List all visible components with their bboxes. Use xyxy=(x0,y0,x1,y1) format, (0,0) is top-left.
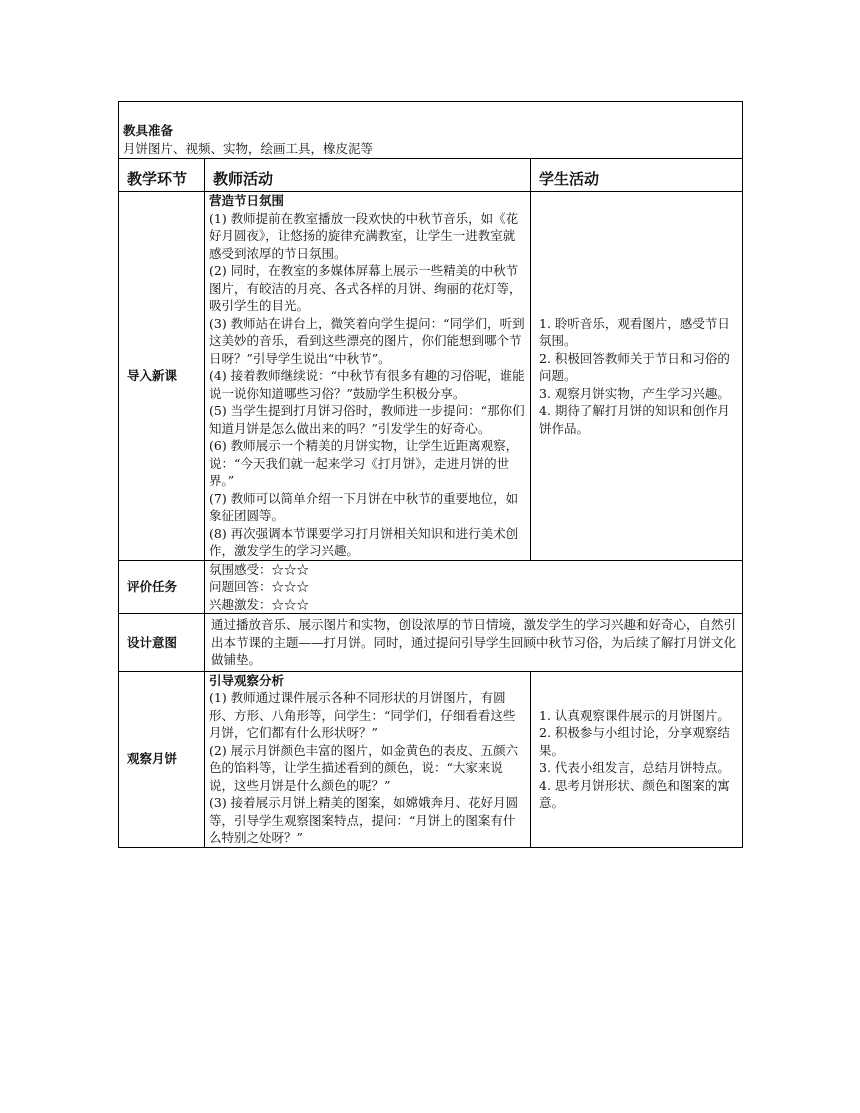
design-row xyxy=(119,614,743,672)
intro-stage: 导入新课 xyxy=(119,192,205,561)
intro-teacher-cell xyxy=(205,192,531,561)
header-stage: 教学环节 xyxy=(119,159,205,192)
header-row xyxy=(119,159,743,192)
header-teacher: 教师活动 xyxy=(205,159,531,192)
design-stage: 设计意图 xyxy=(119,614,205,672)
lesson-plan-table xyxy=(118,101,743,848)
intro-student-item: 4. 期待了解打月饼的知识和创作月饼作品。 xyxy=(539,403,730,436)
evaluation-stage: 评价任务 xyxy=(119,560,205,614)
design-content: 通过播放音乐、展示图片和实物，创设浓厚的节日情境，激发学生的学习兴趣和好奇心，自然引出本节课的主题——打月饼。同时，通过提问引导学生回顾中秋节习俗，为后续了解打月饼文化做铺垫。 xyxy=(205,614,743,672)
observe-stage: 观察月饼 xyxy=(119,671,205,847)
intro-teacher-step: (7) 教师可以简单介绍一下月饼在中秋节的重要地位，如象征团圆等。 xyxy=(209,490,519,523)
intro-row xyxy=(119,192,743,561)
observe-student-cell xyxy=(531,671,743,847)
prep-title: 教具准备 xyxy=(123,123,174,138)
observe-section-title: 引导观察分析 xyxy=(209,672,285,688)
intro-teacher-step: (5) 当学生提到打月饼习俗时，教师进一步提问：“那你们知道月饼是怎么做出来的吗？”引发学生的好奇心。 xyxy=(209,403,525,436)
intro-teacher-step: (6) 教师展示一个精美的月饼实物，让学生近距离观察，说：“今天我们就一起来学习《打月饼》，走进月饼的世界。” xyxy=(209,438,519,488)
observe-teacher-step: (1) 教师通过课件展示各种不同形状的月饼图片，有圆形、方形、八角形等，问学生：“同学们，仔细看看这些月饼，它们都有什么形状呀？” xyxy=(209,690,516,740)
observe-student-item: 1. 认真观察课件展示的月饼图片。 xyxy=(539,707,730,723)
intro-teacher-step: (3) 教师站在讲台上，微笑着向学生提问：“同学们，听到这美妙的音乐，看到这些漂亮的图片，你们能想到哪个节日呀？”引导学生说出“中秋节”。 xyxy=(209,315,525,366)
observe-student-item: 2. 积极参与小组讨论，分享观察结果。 xyxy=(539,725,730,758)
observe-student-item: 4. 思考月饼形状、颜色和图案的寓意。 xyxy=(539,777,730,810)
intro-teacher-step: (8) 再次强调本节课要学习打月饼相关知识和进行美术创作，激发学生的学习兴趣。 xyxy=(209,525,519,558)
evaluation-item: 问题回答：☆☆☆ xyxy=(209,579,310,594)
observe-teacher-step: (2) 展示月饼颜色丰富的图片，如金黄色的表皮、五颜六色的馅料等，让学生描述看到的颜色，说：“大家来说说，这些月饼是什么颜色的呢？” xyxy=(209,742,519,793)
header-student: 学生活动 xyxy=(531,159,743,192)
prep-cell xyxy=(119,102,743,159)
lesson-plan-page xyxy=(118,101,742,848)
intro-student-item: 1. 聆听音乐，观看图片，感受节日氛围。 xyxy=(539,315,730,348)
observe-student-item: 3. 代表小组发言，总结月饼特点。 xyxy=(539,760,730,775)
intro-student-item: 3. 观察月饼实物，产生学习兴趣。 xyxy=(539,385,730,401)
observe-teacher-step: (3) 接着展示月饼上精美的图案，如嫦娥奔月、花好月圆等，引导学生观察图案特点，提问：“月饼上的图案有什么特别之处呀？” xyxy=(209,795,519,845)
prep-row xyxy=(119,102,743,159)
evaluation-cell xyxy=(205,560,743,614)
intro-section-title: 营造节日氛围 xyxy=(209,193,285,208)
intro-teacher-step: (2) 同时，在教室的多媒体屏幕上展示一些精美的中秋节图片，有皎洁的月亮、各式各样的月饼、绚丽的花灯等，吸引学生的目光。 xyxy=(209,263,522,313)
prep-content: 月饼图片、视频、实物，绘画工具，橡皮泥等 xyxy=(123,140,374,156)
intro-teacher-step: (1) 教师提前在教室播放一段欢快的中秋节音乐，如《花好月圆夜》，让悠扬的旋律充满教室，让学生一进教室就感受到浓厚的节日氛围。 xyxy=(209,210,519,261)
observe-teacher-cell xyxy=(205,671,531,847)
evaluation-item: 兴趣激发：☆☆☆ xyxy=(209,596,310,612)
intro-student-item: 2. 积极回答教师关于节日和习俗的问题。 xyxy=(539,350,730,383)
intro-student-cell xyxy=(531,192,743,561)
observe-row xyxy=(119,671,743,847)
evaluation-row xyxy=(119,560,743,614)
intro-teacher-step: (4) 接着教师继续说：“中秋节有很多有趣的习俗呢，谁能说一说你知道哪些习俗？”鼓励学生积极分享。 xyxy=(209,368,525,401)
evaluation-item: 氛围感受：☆☆☆ xyxy=(209,561,310,577)
